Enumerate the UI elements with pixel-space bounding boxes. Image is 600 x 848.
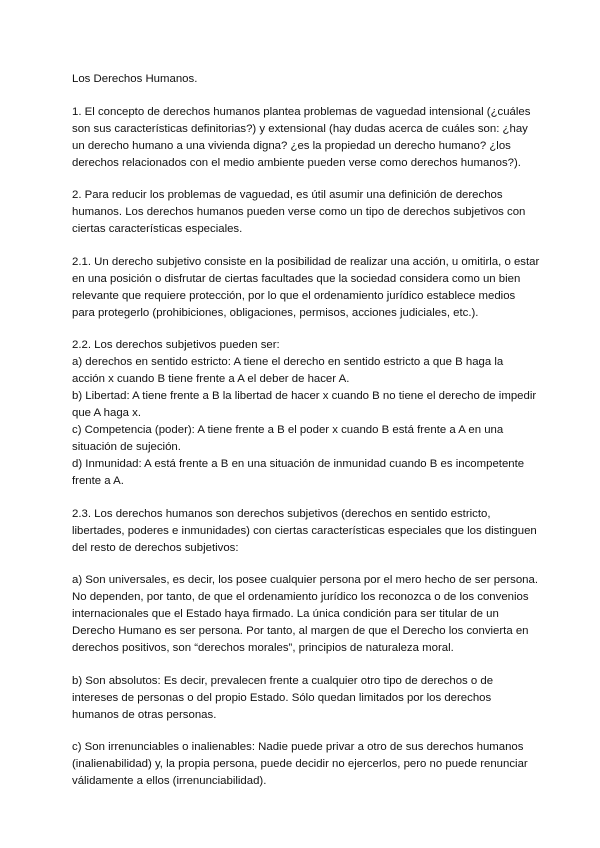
paragraph-line: humanos. Los derechos humanos pueden verse como un tipo de derechos subjetivos con (72, 206, 526, 218)
paragraph-line: del resto de derechos subjetivos: (72, 541, 239, 554)
paragraph-line: 2. Para reducir los problemas de vaguedad, es útil asumir una definición de derechos (72, 189, 503, 201)
paragraph-line: son sus características definitorias?) y extensional (hay dudas acerca de cuáles son: ¿hay (72, 122, 528, 135)
paragraph-2-1-derecho-subjetivo (72, 254, 547, 322)
paragraph-b-absolutos (72, 673, 547, 724)
paragraph-line: intereses de personas o del propio Estado. Sólo quedan limitados por los derechos (72, 691, 492, 704)
list-item-line: c) Competencia (poder): A tiene frente a B el poder x cuando B está frente a A en una (72, 424, 504, 436)
paragraph-line: 2.1. Un derecho subjetivo consiste en la posibilidad de realizar una acción, u omitirla, o estar (72, 255, 540, 268)
paragraph-line: libertades, poderes e inmunidades) con ciertas características especiales que los distinguen (72, 524, 537, 537)
list-item-line: que A haga x. (72, 407, 142, 419)
paragraph-line: b) Son absolutos: Es decir, prevalecen frente a cualquier otro tipo de derechos o de (72, 674, 494, 687)
list-item-line: d) Inmunidad: A está frente a B en una situación de inmunidad cuando B es incompetente (72, 458, 525, 470)
paragraph-line: c) Son irrenunciables o inalienables: Nadie puede privar a otro de sus derechos humanos (72, 741, 524, 753)
paragraph-line: a) Son universales, es decir, los posee cualquier persona por el mero hecho de ser persona. (72, 574, 539, 586)
paragraph-line: relevante que requiere protección, por lo que el ordenamiento jurídico establece medios (72, 289, 516, 302)
paragraph-line: válidamente a ellos (irrenunciabilidad). (72, 775, 267, 787)
paragraph-line: un derecho humano a una vivienda digna? ¿es la propiedad un derecho humano? ¿los (72, 139, 511, 152)
paragraph-line: ciertas características especiales. (72, 223, 243, 235)
document-title-text: Los Derechos Humanos. (72, 73, 198, 85)
list-item-line: situación de sujeción. (72, 441, 181, 453)
paragraph-line: para protegerlo (prohibiciones, obligaciones, permisos, acciones judiciales, etc.). (72, 306, 479, 319)
paragraph-2-2-tipos-derechos (72, 337, 547, 490)
paragraph-line: 1. El concepto de derechos humanos plantea problemas de vaguedad intensional (¿cuáles (72, 105, 531, 118)
list-item-line: b) Libertad: A tiene frente a B la libertad de hacer x cuando B no tiene el derecho de impedir (72, 390, 537, 402)
paragraph-line: internacionales que el Estado haya firmado. La única condición para ser titular de un (72, 608, 499, 620)
paragraph-line: en una posición o disfrutar de ciertas facultades que la sociedad considera como un bien (72, 272, 521, 285)
paragraph-line: derechos positivos, son “derechos morales”, principios de naturaleza moral. (72, 642, 454, 654)
paragraph-c-irrenunciables (72, 739, 547, 790)
paragraph-1-concepto (72, 104, 547, 172)
list-item-line: frente a A. (72, 475, 124, 487)
paragraph-a-universales (72, 572, 547, 657)
paragraph-line: humanos de otras personas. (72, 708, 217, 721)
document-title (72, 71, 547, 88)
paragraph-line: (inalienabilidad) y, la propia persona, puede decidir no ejercerlos, pero no puede renunciar (72, 758, 528, 770)
document-page (72, 71, 547, 806)
list-item-line: a) derechos en sentido estricto: A tiene el derecho en sentido estricto a que B haga la (72, 356, 504, 368)
paragraph-line: No dependen, por tanto, de que el ordenamiento jurídico los reconozca o de los convenios (72, 591, 529, 603)
paragraph-line: Derecho Humano es ser persona. Por tanto, al margen de que el Derecho los convierta en (72, 625, 529, 637)
paragraph-line: derechos relacionados con el medio ambiente pueden verse como derechos humanos?). (72, 156, 521, 169)
paragraph-2-vaguedad (72, 187, 547, 238)
list-item-line: acción x cuando B tiene frente a A el deber de hacer A. (72, 373, 350, 385)
paragraph-2-3-derechos-humanos (72, 506, 547, 557)
paragraph-line: 2.3. Los derechos humanos son derechos subjetivos (derechos en sentido estricto, (72, 507, 491, 520)
paragraph-line: 2.2. Los derechos subjetivos pueden ser: (72, 339, 280, 351)
